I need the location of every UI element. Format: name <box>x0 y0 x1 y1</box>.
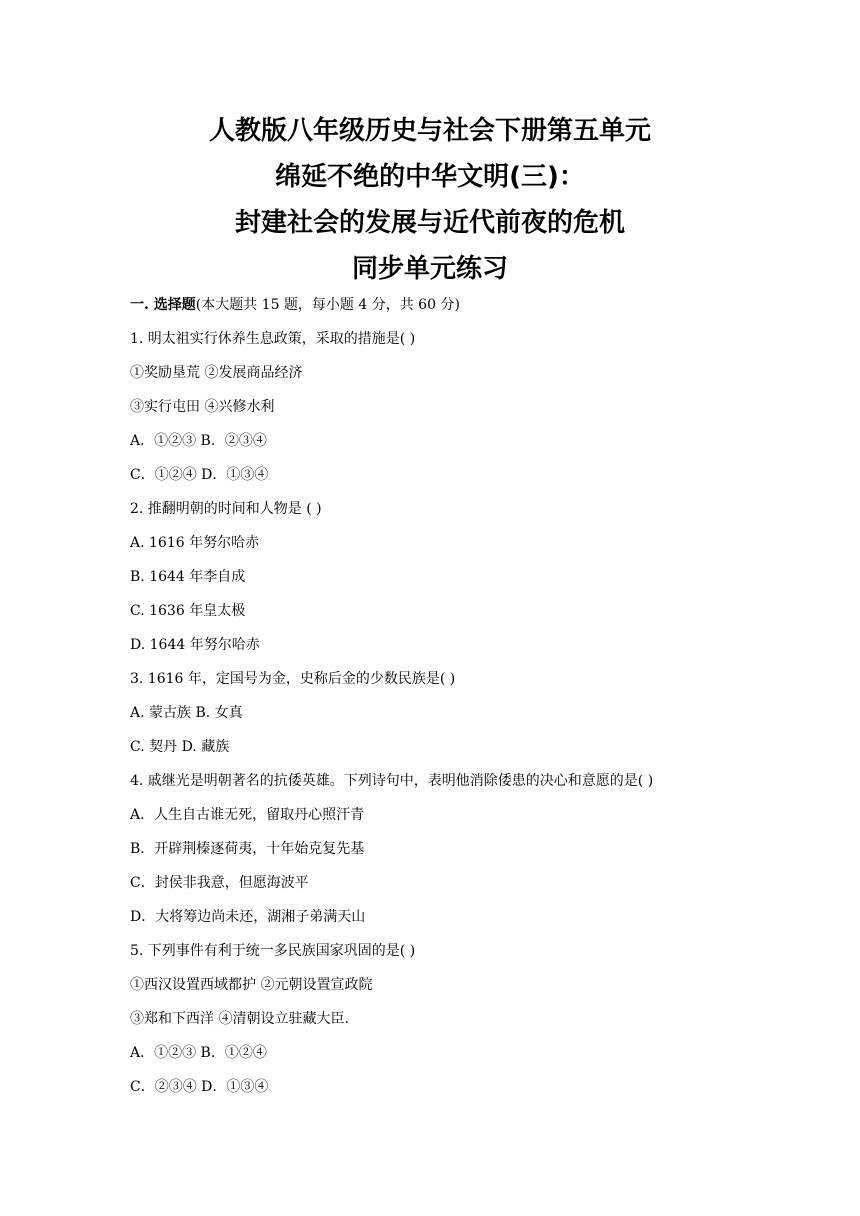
title-line-3: 封建社会的发展与近代前夜的危机 <box>234 208 625 238</box>
option-line: D. 1644 年努尔哈赤 <box>130 637 260 653</box>
title-line-1: 人教版八年级历史与社会下册第五单元 <box>208 116 651 146</box>
option-line: D．大将筹边尚未还，湖湘子弟满天山 <box>130 909 366 925</box>
statement-line: ③郑和下西洋 ④清朝设立驻藏大臣. <box>130 1011 349 1027</box>
option-line: A. 1616 年努尔哈赤 <box>130 535 260 551</box>
section-note: (本大题共 15 题，每小题 4 分，共 60 分) <box>195 297 460 313</box>
statement-line: ①奖励垦荒 ②发展商品经济 <box>130 365 303 381</box>
document-title <box>0 108 860 292</box>
option-line: A．人生自古谁无死，留取丹心照汗青 <box>130 807 365 823</box>
question-1 <box>130 322 830 492</box>
title-line-4: 同步单元练习 <box>351 254 508 284</box>
question-2 <box>130 492 830 662</box>
option-line: A. 蒙古族 B. 女真 <box>130 705 243 721</box>
question-4 <box>130 764 830 934</box>
statement-line: ③实行屯田 ④兴修水利 <box>130 399 275 415</box>
question-stem: 2. 推翻明朝的时间和人物是 ( ) <box>130 501 322 517</box>
option-line: B. 1644 年李自成 <box>130 569 246 585</box>
option-line: B．开辟荆榛逐荷夷，十年始克复先基 <box>130 841 365 857</box>
option-line: C．封侯非我意，但愿海波平 <box>130 875 309 891</box>
question-stem: 4. 戚继光是明朝著名的抗倭英雄。下列诗句中，表明他消除倭患的决心和意愿的是( ) <box>130 773 654 789</box>
statement-line: ①西汉设置西域都护 ②元朝设置宣政院 <box>130 977 373 993</box>
option-line: A．①②③ B．①②④ <box>130 1045 267 1061</box>
question-content <box>130 288 830 1104</box>
option-line: A．①②③ B．②③④ <box>130 433 267 449</box>
option-line: C．①②④ D．①③④ <box>130 467 269 483</box>
option-line: C. 契丹 D. 藏族 <box>130 739 230 755</box>
question-3 <box>130 662 830 764</box>
question-stem: 1. 明太祖实行休养生息政策，采取的措施是( ) <box>130 331 416 347</box>
question-stem: 5. 下列事件有利于统一多民族国家巩固的是( ) <box>130 943 416 959</box>
question-5 <box>130 934 830 1104</box>
section-header <box>130 288 830 322</box>
section-heading: 一. 选择题 <box>130 297 196 313</box>
title-line-2: 绵延不绝的中华文明(三)： <box>275 162 585 192</box>
option-line: C. 1636 年皇太极 <box>130 603 246 619</box>
question-stem: 3. 1616 年，定国号为金，史称后金的少数民族是( ) <box>130 671 456 687</box>
option-line: C．②③④ D．①③④ <box>130 1079 269 1095</box>
